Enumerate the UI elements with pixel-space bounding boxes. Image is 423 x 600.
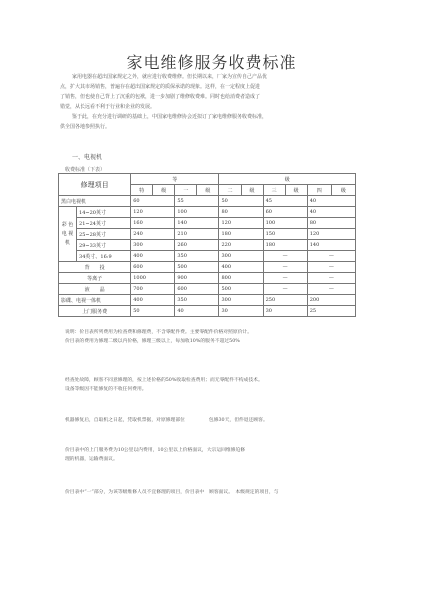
fee-cell: 25 [307,306,355,317]
intro-line: 供全国各地参照执行。 [60,124,111,130]
intro-line: 点，扩大其市场销售，普遍存在超出国家规定的质保承诺的现象。这样，在一定程度上促进 [60,84,261,90]
intro-line: 了销售，但也使自己背上了沉重的包袱，进一步加剧了维修收费难。同时也给消费者造成了 [60,94,261,100]
fee-cell: 45 [263,196,307,207]
note-line: 经查处故障，顾客不同意修理的，按上述价格的50%收取检查费用；而无零配件不构成技术。 [65,378,263,383]
fee-cell: — [307,262,355,273]
grade-subheader: 特 [131,185,153,196]
fee-cell: 50 [219,196,263,207]
row-label: 背 投 [59,262,131,273]
grade-subheader: 级 [285,185,307,196]
fee-cell: — [263,284,307,295]
fee-cell: 100 [263,218,307,229]
table-row [59,240,356,251]
fee-cell: 900 [175,273,219,284]
fee-cell: — [263,262,307,273]
fee-cell: 180 [219,229,263,240]
section-heading: 一、电视机 [72,154,103,161]
fee-cell: 40 [307,207,355,218]
table-row [59,262,356,273]
grade-header: 级 [219,174,356,185]
grade-subheader: 级 [241,185,263,196]
fee-cell: — [263,273,307,284]
fee-cell: 250 [263,295,307,306]
note-line: 说明：价目表所列费用为检查费和修理费，不含零配件费。主要零配件价格对照原价计。 [65,330,253,335]
row-group-label [59,207,77,262]
fee-cell: 500 [175,262,219,273]
fee-cell: 600 [175,284,219,295]
table-row [59,207,356,218]
document-title: 家电维修服务收费标准 [126,53,297,72]
note-line: 价目表的费用为修理二级以内价格，修理三级以上，每加收10%的服务不超过50% [65,339,240,344]
fee-cell: 400 [131,251,175,262]
fee-cell: 60 [263,207,307,218]
note-line: 理的机器，运输费面议。 [65,457,118,462]
fee-cell: 50 [131,306,175,317]
fee-cell: — [263,251,307,262]
fee-cell: — [307,251,355,262]
fee-cell: 40 [307,196,355,207]
fee-table [58,173,356,317]
intro-line: 家用电器在超出国家规定之外，就应进行收费维修。但长期以来，厂家为宣传自己产品优 [72,74,268,80]
fee-cell: 200 [307,295,355,306]
grade-subheader: 级 [153,185,175,196]
fee-cell: 400 [131,295,175,306]
table-row [59,218,356,229]
note-line: 机器修复后，自取机之日起，凭取机票据，对原修理部位 包修30天，但件退还顾客。 [65,418,268,423]
fee-cell: 120 [131,207,175,218]
table-header-row [59,174,356,185]
fee-cell: 30 [219,306,263,317]
table-row [59,284,356,295]
fee-cell: 300 [131,240,175,251]
grade-subheader: 级 [197,185,219,196]
grade-subheader: 四 [307,185,331,196]
fee-cell: 700 [131,284,175,295]
table-row [59,273,356,284]
fee-cell: 80 [219,207,263,218]
table-row [59,229,356,240]
row-label: 黑白电视机 [59,196,131,207]
table-row [59,251,356,262]
fee-cell: 160 [131,218,175,229]
row-label: 液 晶 [59,284,131,295]
fee-cell: 350 [175,251,219,262]
note-paragraph [65,376,365,394]
note-paragraph [65,328,365,346]
fee-cell: 500 [219,284,263,295]
note-paragraph [65,488,365,497]
grade-subheader: 二 [219,185,241,196]
grade-subheader: 三 [263,185,285,196]
group-label-line: 电 视 [61,230,74,237]
row-label: 影碟、电视一体机 [59,295,131,306]
fee-cell: 150 [263,229,307,240]
fee-cell: 180 [263,240,307,251]
fee-cell: 800 [219,273,263,284]
row-label: 21~24英寸 [77,218,131,229]
fee-cell: 600 [131,262,175,273]
note-paragraph [65,446,365,464]
fee-cell: 350 [175,295,219,306]
row-label: 等离子 [59,273,131,284]
row-label: 上门服务费 [59,306,131,317]
group-label-line: 机 [65,239,71,246]
fee-cell: 300 [219,295,263,306]
fee-cell: 210 [175,229,219,240]
fee-cell: 220 [219,240,263,251]
row-label: 29~33英寸 [77,240,131,251]
fee-cell: — [307,273,355,284]
fee-cell: — [307,284,355,295]
note-paragraph [65,416,365,425]
row-label: 25~28英寸 [77,229,131,240]
row-label: 14~20英寸 [77,207,131,218]
grade-header: 等 [131,174,219,185]
table-caption: 收费标准（下表） [65,167,106,173]
fee-cell: 300 [219,251,263,262]
fee-cell: 30 [263,306,307,317]
table-row [59,295,356,306]
fee-cell: 140 [175,218,219,229]
grade-subheader: 级 [331,185,355,196]
fee-cell: 260 [175,240,219,251]
note-line: 价目表中的上门服务费为10公里以内费用，10公里以上价格面议，大宗运回维修迫修 [65,448,246,453]
fee-cell: 240 [131,229,175,240]
fee-cell: 1000 [131,273,175,284]
item-header: 修理项目 [59,174,131,196]
fee-cell: 120 [307,229,355,240]
table-row [59,196,356,207]
fee-cell: 55 [175,196,219,207]
fee-cell: 80 [307,218,355,229]
intro-line: 鉴于此，在充分进行调研的基础上，中国家电维修协会近拟订了家电维修服务收费标准， [72,114,268,120]
row-label: 34英寸、16:9 [77,251,131,262]
intro-line: 错觉，从长远看不利于行业和企业的发展。 [60,104,156,110]
fee-cell: 100 [175,207,219,218]
fee-cell: 120 [219,218,263,229]
table-row [59,306,356,317]
fee-cell: 140 [307,240,355,251]
fee-cell: 60 [131,196,175,207]
fee-cell: 40 [175,306,219,317]
group-label-line: 彩 色 [61,221,74,228]
fee-cell: 400 [219,262,263,273]
note-line: 价目表中“一”部分，为该等级维修人员不宜修理的项目，价目表中 顾客面议。 本级规定的项目，与 [65,490,279,495]
note-line: 设备等级因不能修复的不收任何费用。 [65,387,147,392]
intro-paragraph [60,72,360,132]
grade-subheader: 一 [175,185,197,196]
